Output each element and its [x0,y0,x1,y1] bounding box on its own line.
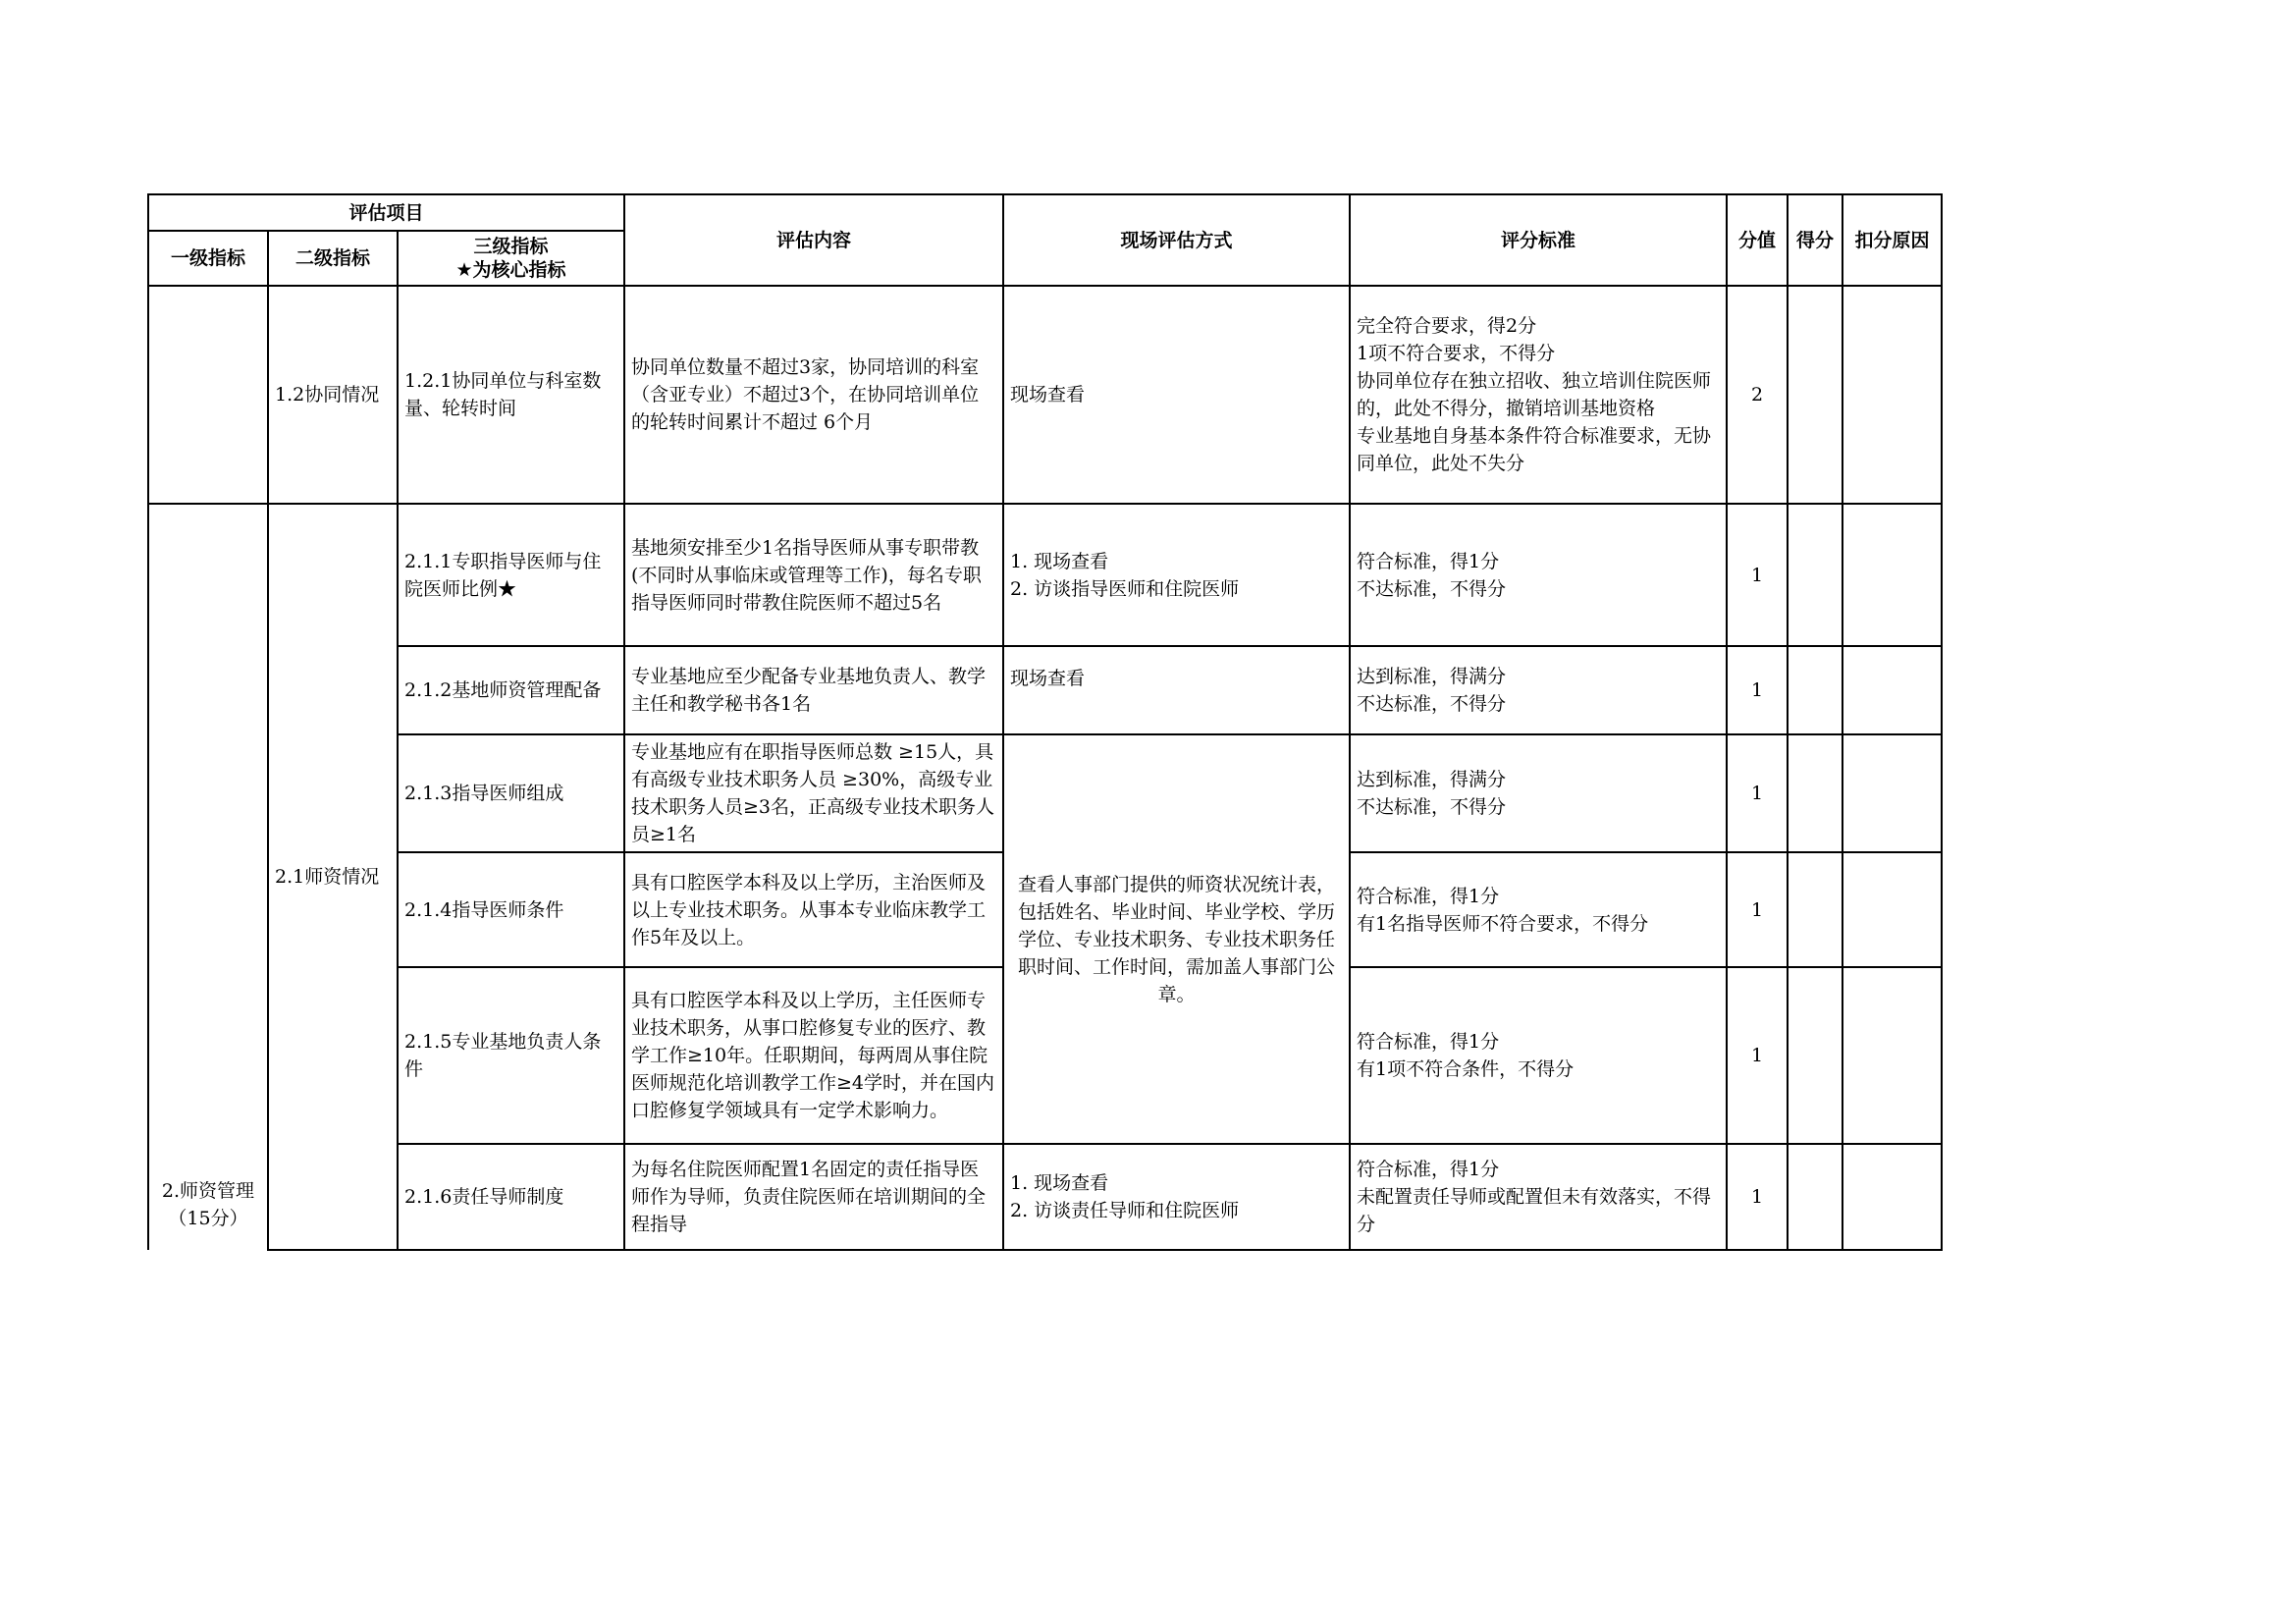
score-got-cell [1788,646,1842,734]
evaluation-sheet [147,193,1941,1251]
header-level1: 一级指标 [148,231,268,286]
evaluation-table [147,193,1943,1251]
level3-cell: 2.1.4指导医师条件 [398,852,624,967]
level3-cell: 1.2.1协同单位与科室数量、轮转时间 [398,286,624,504]
criteria-cell: 符合标准，得1分 有1项不符合条件，不得分 [1350,967,1727,1144]
table-row [148,286,1942,504]
method-cell: 1. 现场查看 2. 访谈指导医师和住院医师 [1003,504,1350,646]
content-cell: 专业基地应至少配备专业基地负责人、教学主任和教学秘书各1名 [624,646,1003,734]
header-level3: 三级指标 ★为核心指标 [398,231,624,286]
content-cell: 为每名住院医师配置1名固定的责任指导医师作为导师，负责住院医师在培训期间的全程指导 [624,1144,1003,1250]
criteria-cell: 符合标准，得1分 未配置责任导师或配置但未有效落实，不得分 [1350,1144,1727,1250]
score-value-cell: 1 [1727,734,1788,852]
header-score-got: 得分 [1788,194,1842,286]
score-value-cell: 1 [1727,646,1788,734]
level1-cell: 2.师资管理 （15分） [148,504,268,1250]
score-got-cell [1788,286,1842,504]
score-got-cell [1788,967,1842,1144]
level3-cell: 2.1.2基地师资管理配备 [398,646,624,734]
level2-cell: 2.1师资情况 [268,504,398,1250]
method-cell-merged: 查看人事部门提供的师资状况统计表，包括姓名、毕业时间、毕业学校、学历学位、专业技术职务、专业技术职务任职时间、工作时间，需加盖人事部门公章。 [1003,734,1350,1144]
score-value-cell: 1 [1727,967,1788,1144]
deduct-reason-cell [1842,286,1942,504]
score-got-cell [1788,852,1842,967]
score-got-cell [1788,1144,1842,1250]
header-evaluation-item: 评估项目 [148,194,624,231]
criteria-cell: 符合标准，得1分 有1名指导医师不符合要求，不得分 [1350,852,1727,967]
table-row [148,504,1942,646]
level1-cell-empty [148,286,268,504]
header-criteria: 评分标准 [1350,194,1727,286]
method-cell: 现场查看 [1003,286,1350,504]
table-row [148,1144,1942,1250]
content-cell: 基地须安排至少1名指导医师从事专职带教(不同时从事临床或管理等工作)，每名专职指导医师同时带教住院医师不超过5名 [624,504,1003,646]
level3-cell: 2.1.6责任导师制度 [398,1144,624,1250]
criteria-cell: 达到标准，得满分 不达标准，不得分 [1350,734,1727,852]
level3-cell: 2.1.5专业基地负责人条件 [398,967,624,1144]
content-cell: 协同单位数量不超过3家，协同培训的科室（含亚专业）不超过3个，在协同培训单位的轮转时间累计不超过 6个月 [624,286,1003,504]
score-value-cell: 1 [1727,504,1788,646]
header-method: 现场评估方式 [1003,194,1350,286]
header-score-value: 分值 [1727,194,1788,286]
score-value-cell: 1 [1727,1144,1788,1250]
deduct-reason-cell [1842,967,1942,1144]
level3-cell: 2.1.3指导医师组成 [398,734,624,852]
header-content: 评估内容 [624,194,1003,286]
deduct-reason-cell [1842,504,1942,646]
score-value-cell: 2 [1727,286,1788,504]
method-cell: 现场查看 [1003,646,1350,734]
score-got-cell [1788,504,1842,646]
criteria-cell: 完全符合要求，得2分 1项不符合要求，不得分 协同单位存在独立招收、独立培训住院医师的，此处不得分，撤销培训基地资格 专业基地自身基本条件符合标准要求，无协同单位，此处不失分 [1350,286,1727,504]
level2-cell: 1.2协同情况 [268,286,398,504]
criteria-cell: 达到标准，得满分 不达标准，不得分 [1350,646,1727,734]
content-cell: 专业基地应有在职指导医师总数 ≥15人，具有高级专业技术职务人员 ≥30%，高级专业技术职务人员≥3名，正高级专业技术职务人员≥1名 [624,734,1003,852]
method-cell: 1. 现场查看 2. 访谈责任导师和住院医师 [1003,1144,1350,1250]
header-deduct-reason: 扣分原因 [1842,194,1942,286]
content-cell: 具有口腔医学本科及以上学历，主任医师专业技术职务，从事口腔修复专业的医疗、教学工作≥10年。任职期间，每两周从事住院医师规范化培训教学工作≥4学时，并在国内口腔修复学领域具有一定学术影响力。 [624,967,1003,1144]
header-level2: 二级指标 [268,231,398,286]
score-value-cell: 1 [1727,852,1788,967]
deduct-reason-cell [1842,646,1942,734]
deduct-reason-cell [1842,734,1942,852]
table-row [148,646,1942,734]
content-cell: 具有口腔医学本科及以上学历，主治医师及以上专业技术职务。从事本专业临床教学工作5年及以上。 [624,852,1003,967]
deduct-reason-cell [1842,852,1942,967]
table-row [148,734,1942,852]
deduct-reason-cell [1842,1144,1942,1250]
criteria-cell: 符合标准，得1分 不达标准，不得分 [1350,504,1727,646]
score-got-cell [1788,734,1842,852]
level3-cell: 2.1.1专职指导医师与住院医师比例★ [398,504,624,646]
